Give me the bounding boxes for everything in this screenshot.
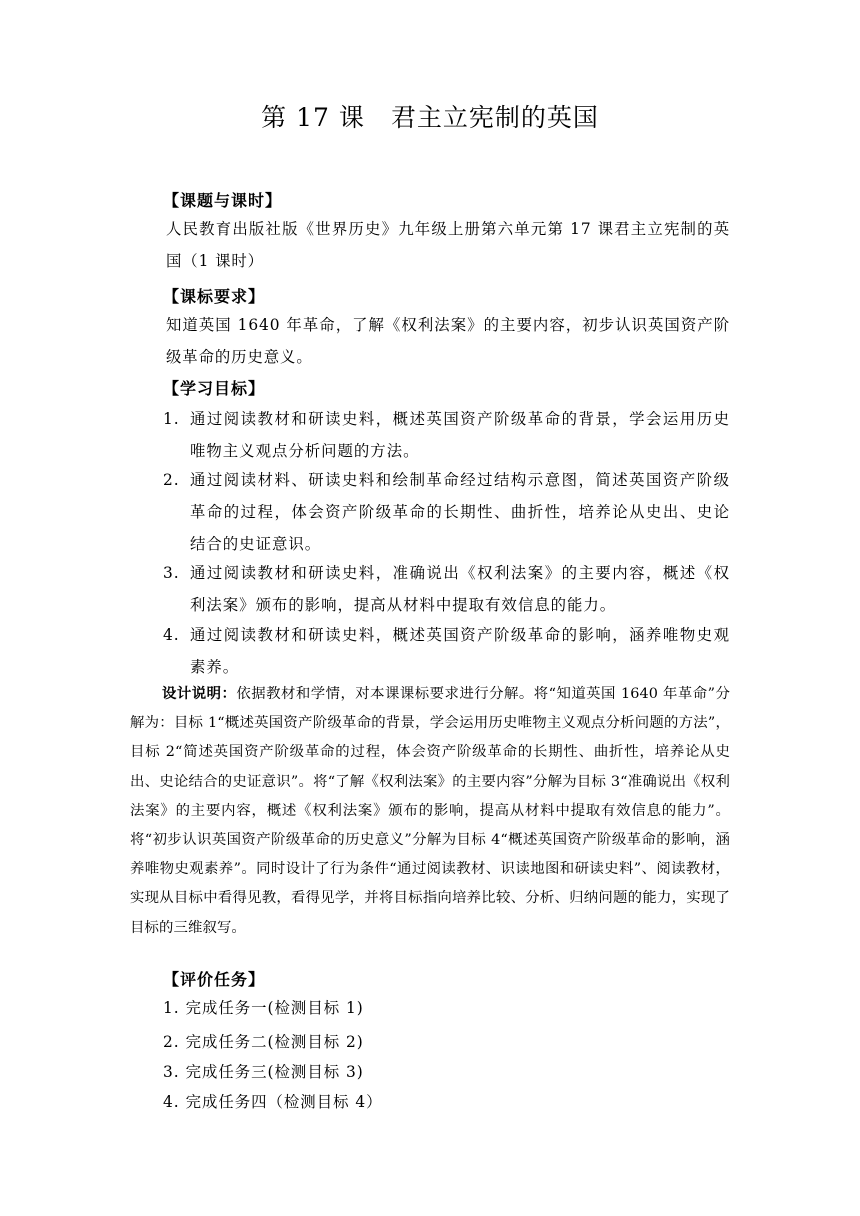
goal-number: 4. bbox=[163, 626, 180, 644]
goal-number: 1. bbox=[163, 410, 180, 428]
design-note bbox=[130, 680, 730, 943]
task-item: 4. 完成任务四（检测目标 4） bbox=[163, 1093, 383, 1111]
goal-number: 3. bbox=[163, 564, 180, 582]
heading-tasks: 【评价任务】 bbox=[163, 970, 266, 989]
goal-text: 通过阅读材料、研读史料和绘制革命经过结构示意图，简述英国资产阶级革命的过程，体会资产阶级革命的长期性、曲折性，培养论从史出、史论结合的史证意识。 bbox=[190, 471, 730, 553]
heading-topic: 【课题与课时】 bbox=[163, 191, 283, 210]
goal-item bbox=[163, 557, 730, 621]
standard-text: 知道英国 1640 年革命，了解《权利法案》的主要内容，初步认识英国资产阶级革命的历史意义。 bbox=[166, 316, 730, 366]
lesson-title: 第 17 课 君主立宪制的英国 bbox=[261, 103, 599, 132]
goal-text: 通过阅读教材和研读史料，概述英国资产阶级革命的背景，学会运用历史唯物主义观点分析问题的方法。 bbox=[190, 410, 730, 460]
design-note-text: 依据教材和学情，对本课课标要求进行分解。将“知道英国 1640 年革命”分解为：目标 1“概述英国资产阶级革命的背景，学会运用历史唯物主义观点分析问题的方法”，目标 2“简述英国资产阶级革命的过程，体会资产阶级革命的长期性、曲折性，培养论从史出、史论结合的史证意识”。将“了解《权利法案》的主要内容”分解为目标 3“准确说出《权利法案》的主要内容，概述《权利法案》颁布的影响，提高从材料中提取有效信息的能力”。将“初步认识英国资产阶级革命的历史意义”分解为目标 4“概述英国资产阶级革命的影响，涵养唯物史观素养”。同时设计了行为条件“通过阅读教材、识读地图和研读史料”、阅读教材，实现从目标中看得见教，看得见学，并将目标指向培养比较、分析、归纳问题的能力，实现了目标的三维叙写。 bbox=[130, 686, 730, 936]
heading-goals: 【学习目标】 bbox=[163, 379, 266, 398]
topic-text: 人民教育出版社版《世界历史》九年级上册第六单元第 17 课君主立宪制的英国（1 课时） bbox=[166, 220, 730, 270]
goal-number: 2. bbox=[163, 471, 180, 489]
heading-standard: 【课标要求】 bbox=[163, 287, 266, 306]
goal-item bbox=[163, 619, 730, 683]
goal-item bbox=[163, 464, 730, 560]
goal-text: 通过阅读教材和研读史料，准确说出《权利法案》的主要内容，概述《权利法案》颁布的影响，提高从材料中提取有效信息的能力。 bbox=[190, 564, 730, 614]
goal-item bbox=[163, 403, 730, 467]
paragraph-topic bbox=[130, 213, 730, 277]
task-item: 2. 完成任务二(检测目标 2) bbox=[163, 1033, 364, 1051]
design-note-label: 设计说明： bbox=[162, 686, 237, 702]
task-item: 3. 完成任务三(检测目标 3) bbox=[163, 1063, 364, 1081]
paragraph-standard bbox=[130, 309, 730, 373]
goal-text: 通过阅读教材和研读史料，概述英国资产阶级革命的影响，涵养唯物史观素养。 bbox=[190, 626, 730, 676]
task-item: 1. 完成任务一(检测目标 1) bbox=[163, 999, 364, 1017]
